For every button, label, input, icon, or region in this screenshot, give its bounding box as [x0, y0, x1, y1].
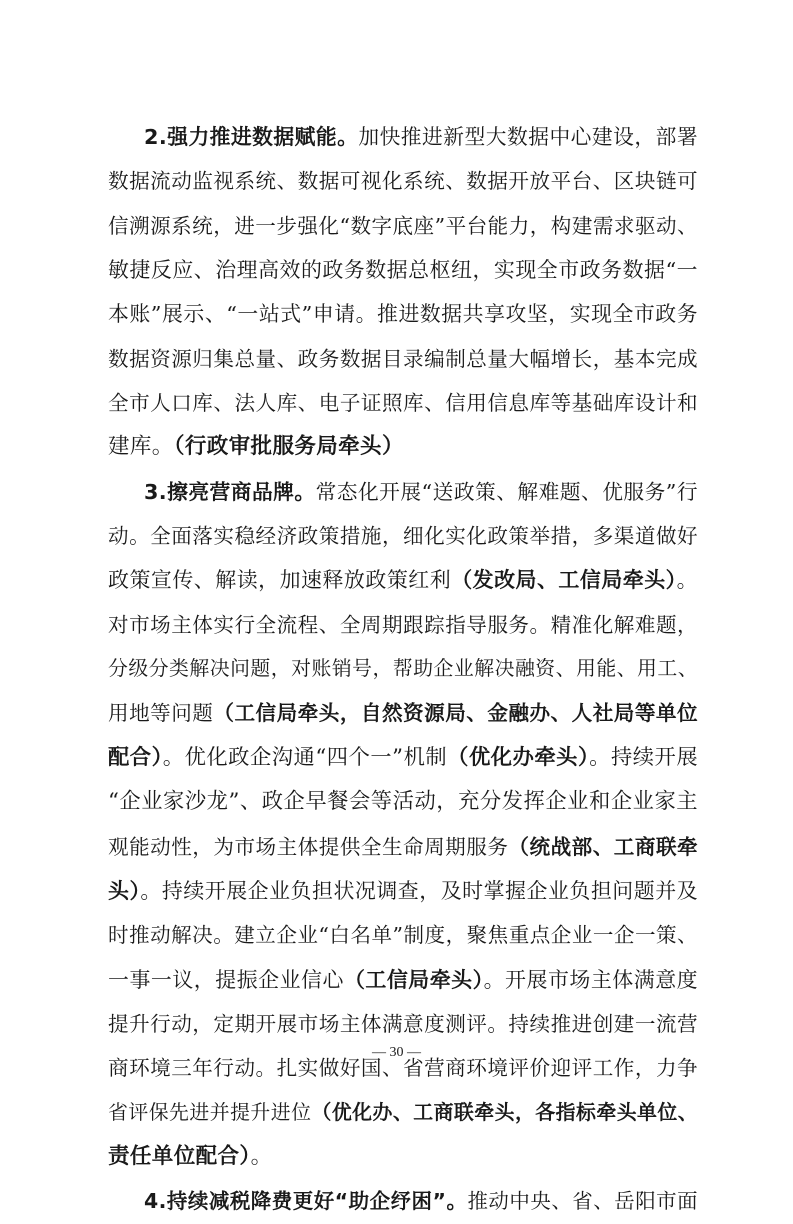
text-line [108, 958, 698, 1002]
bold-text-segment: （优化办牵头） [447, 744, 590, 770]
text-line [108, 337, 698, 381]
text-segment: 动。全面落实稳经济政策措施，细化实化政策举措，多渠道做好 [108, 524, 698, 549]
text-line [108, 514, 698, 558]
text-segment: 。优化政企沟通“四个一”机制 [162, 744, 448, 770]
bold-text-segment: （工信局牵头，自然资源局、金融办、人社局等单位 [213, 701, 698, 726]
text-line [108, 736, 698, 780]
bold-text-segment: （行政审批服务局牵头） [173, 434, 404, 460]
bold-text-segment: 3.擦亮营商品牌。 [144, 479, 316, 504]
text-segment: 。持续开展 [589, 744, 699, 770]
text-line [108, 115, 698, 159]
text-line [108, 1179, 698, 1223]
text-line [108, 1002, 698, 1046]
bold-text-segment: （工信局牵头） [343, 967, 484, 992]
text-line [108, 204, 698, 248]
text-line [108, 825, 698, 869]
text-segment: 政策宣传、解读，加速释放政策红利 [108, 568, 452, 593]
bold-text-segment: 4.持续减税降费更好“助企纾困”。 [144, 1189, 468, 1214]
text-segment: 用地等问题 [108, 701, 214, 726]
text-segment: 数据资源归集总量、政务数据目录编制总量大幅增长，基本完成 [108, 346, 698, 371]
text-segment: 推动中央、省、岳阳市面 [467, 1189, 699, 1214]
text-segment: 观能动性，为市场主体提供全生命周期服务 [108, 834, 509, 859]
text-segment: 本账”展示、“一站式”申请。推进数据共享攻坚，实现全市政务 [108, 302, 698, 327]
bold-text-segment: 责任单位配合） [108, 1143, 251, 1169]
bold-text-segment: 配合） [108, 744, 163, 770]
bold-text-segment: 头） [108, 878, 141, 903]
bold-text-segment: （统战部、工商联牵 [508, 834, 698, 859]
text-line [108, 470, 698, 514]
page-number: — 30 — [372, 1045, 421, 1060]
text-segment: 。开展市场主体满意度 [483, 967, 698, 992]
text-line [108, 558, 698, 602]
text-segment: “企业家沙龙”、政企早餐会等活动，充分发挥企业和企业家主 [108, 789, 698, 815]
text-segment: 时推动解决。建立企业“白名单”制度，聚焦重点企业一企一策、 [108, 923, 698, 948]
text-line [108, 603, 698, 647]
bold-text-segment: （优化办、工商联牵头，各指标牵头单位、 [311, 1100, 698, 1124]
text-segment: 数据流动监视系统、数据可视化系统、数据开放平台、区块链可 [108, 169, 698, 194]
text-segment: 分级分类解决问题，对账销号，帮助企业解决融资、用能、用工、 [108, 657, 698, 681]
text-line [108, 1135, 698, 1179]
text-line [108, 381, 698, 425]
text-line [108, 425, 698, 469]
text-segment: 敏捷反应、治理高效的政务数据总枢纽，实现全市政务数据“一 [108, 258, 698, 283]
text-segment: 商环境三年行动。扎实做好国、省营商环境评价迎评工作，力争 [108, 1056, 698, 1081]
text-line [108, 292, 698, 336]
text-segment: 常态化开展“送政策、解难题、优服务”行 [315, 479, 698, 504]
text-line [108, 159, 698, 203]
text-line [108, 1091, 698, 1135]
text-line [108, 780, 698, 824]
text-line [108, 913, 698, 957]
text-segment: 全市人口库、法人库、电子证照库、信用信息库等基础库设计和 [108, 391, 698, 416]
text-segment: 信溯源系统，进一步强化“数字底座”平台能力，构建需求驱动、 [108, 213, 698, 238]
text-segment: 省评保先进并提升进位 [108, 1100, 312, 1124]
text-line [108, 248, 698, 292]
text-line [108, 869, 698, 913]
text-segment: 。 [676, 568, 699, 593]
text-segment: 。 [250, 1143, 273, 1169]
bold-text-segment: 2.强力推进数据赋能。 [144, 125, 359, 149]
bold-text-segment: （发改局、工信局牵头） [451, 568, 677, 593]
text-segment: 建库。 [108, 434, 174, 460]
text-segment: 加快推进新型大数据中心建设，部署 [358, 125, 698, 149]
text-segment: 提升行动，定期开展市场主体满意度测评。持续推进创建一流营 [108, 1011, 698, 1036]
text-line [108, 691, 698, 735]
text-segment: 一事一议，提振企业信心 [108, 967, 344, 992]
text-segment: 对市场主体实行全流程、全周期跟踪指导服务。精准化解难题， [108, 612, 698, 637]
text-segment: 。持续开展企业负担状况调查，及时掌握企业负担问题并及 [140, 878, 698, 903]
text-line [108, 647, 698, 691]
